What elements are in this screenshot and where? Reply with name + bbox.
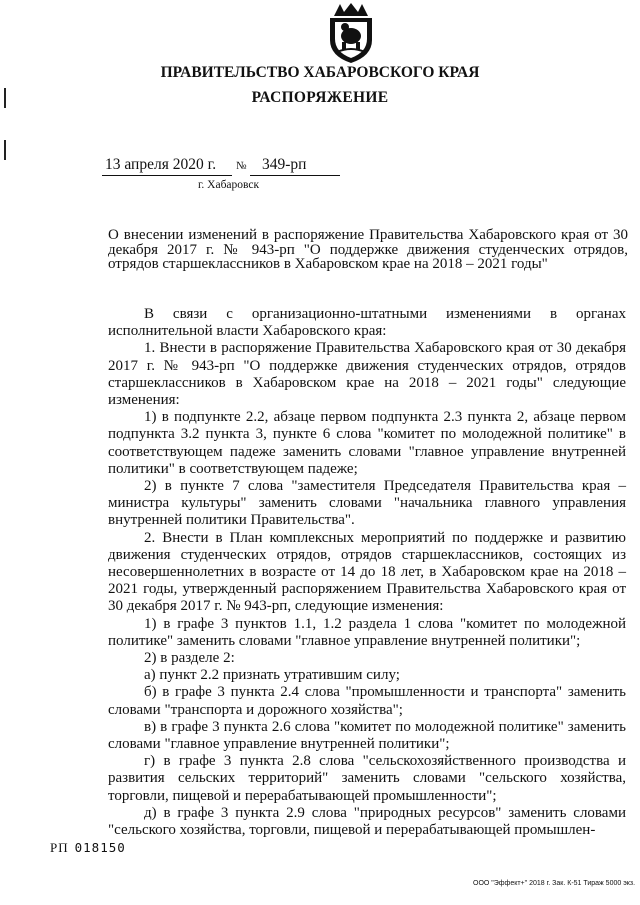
government-title: ПРАВИТЕЛЬСТВО ХАБАРОВСКОГО КРАЯ — [160, 64, 480, 81]
body-paragraph: 1) в подпункте 2.2, абзаце первом подпункта 2.3 пункта 2, абзаце первом подпункта 3.2 пункта 3, пункте 6 слова "комитет по молодежной политике" в соответствующем падеже заменить словами "главное управление внутренней политики" в соответствующем падеже; — [108, 409, 626, 477]
printer-note: ООО "Эффект+" 2018 г. Зак. К-51 Тираж 5000 экз. — [473, 880, 636, 887]
date-underline — [102, 175, 232, 176]
body-paragraph: а) пункт 2.2 признать утратившим силу; — [144, 667, 400, 684]
document-number: 349-рп — [262, 156, 307, 173]
body-paragraph: 2) в пункте 7 слова "заместителя Председателя Правительства края – министра культуры" заменить словами "начальника главного управления внутренней политики Правительства". — [108, 478, 626, 529]
body-paragraph: 1) в графе 3 пунктов 1.1, 1.2 раздела 1 слова "комитет по молодежной политике" заменить словами "главное управление внутренней политики"; — [108, 615, 626, 649]
body-paragraph: 1. Внести в распоряжение Правительства Хабаровского края от 30 декабря 2017 г. № 943-рп "О поддержке движения студенческих отрядов, отрядов старшеклассников в Хабаровском крае на 2018 – 2021 годы" следующие изменения: — [108, 340, 626, 409]
document-city: г. Хабаровск — [198, 179, 260, 191]
number-sign: № — [236, 160, 247, 172]
body-paragraph: 2) в разделе 2: — [144, 650, 235, 667]
document-subject: О внесении изменений в распоряжение Правительства Хабаровского края от 30 декабря 2017 г. № 943-рп "О поддержке движения студенческих отрядов, отрядов старшеклассников в Хабаровском крае на 2018 – 2021 годы" — [108, 227, 628, 272]
number-underline — [250, 175, 340, 176]
form-serial — [50, 840, 126, 856]
scan-mark — [4, 140, 6, 160]
form-number: 018150 — [74, 840, 126, 855]
body-paragraph: д) в графе 3 пункта 2.9 слова "природных ресурсов" заменить словами "сельского хозяйства, торговли, пищевой и перерабатывающей промышлен- — [108, 804, 626, 839]
form-series: РП — [50, 840, 69, 855]
body-paragraph: г) в графе 3 пункта 2.8 слова "сельскохозяйственного производства и развития сельских территорий" заменить словами "сельского хозяйства, торговли, пищевой и перерабатывающей промышленности"; — [108, 753, 626, 804]
body-paragraph: 2. Внести в План комплексных мероприятий по поддержке и развитию движения студенческих отрядов, отрядов старшеклассников, состоящих из несовершеннолетних в возрасте от 14 до 18 лет, в Хабаровском крае на 2018 – 2021 годы, утвержденный распоряжением Правительства Хабаровского края от 30 декабря 2017 г. № 943-рп, следующие изменения: — [108, 529, 626, 615]
document-type: РАСПОРЯЖЕНИЕ — [251, 89, 389, 106]
document-body — [108, 306, 626, 839]
body-paragraph: в) в графе 3 пункта 2.6 слова "комитет по молодежной политике" заменить словами "главное управление внутренней политики"; — [108, 718, 626, 753]
body-paragraph: В связи с организационно-штатными изменениями в органах исполнительной власти Хабаровского края: — [108, 306, 626, 340]
coat-of-arms-icon — [326, 2, 376, 64]
document-date: 13 апреля 2020 г. — [105, 156, 217, 173]
body-paragraph: б) в графе 3 пункта 2.4 слова "промышленности и транспорта" заменить словами "транспорта и дорожного хозяйства"; — [108, 684, 626, 718]
